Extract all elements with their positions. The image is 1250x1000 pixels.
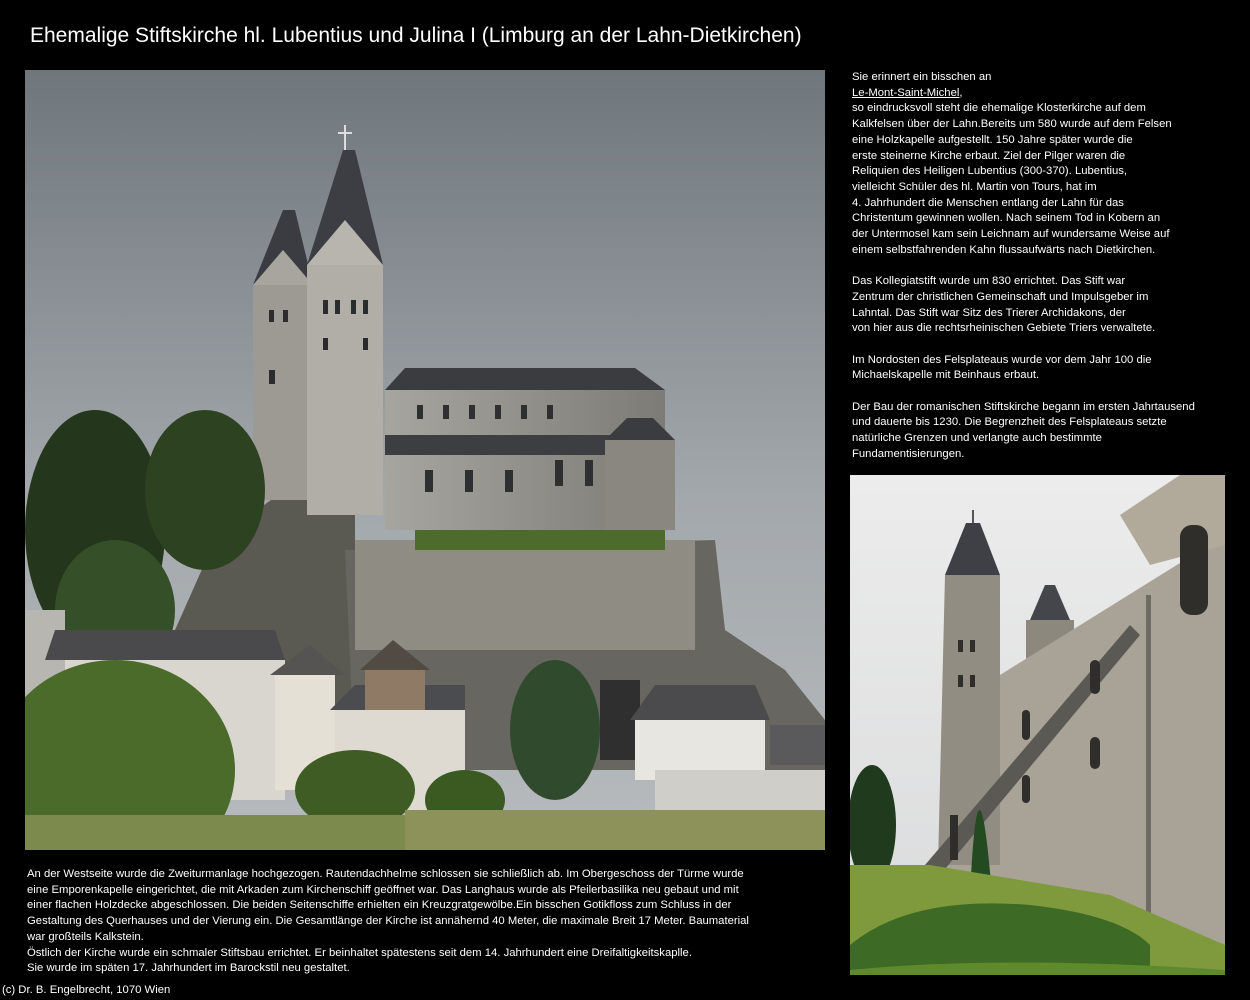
michaelskapelle-paragraph: Im Nordosten des Felsplateaus wurde vor dem Jahr 100 die Michaelskapelle mit Beinhaus erbaut. [852,353,1152,382]
page-title: Ehemalige Stiftskirche hl. Lubentius und Julina I (Limburg an der Lahn-Dietkirchen) [30,24,802,47]
romanesque-church-paragraph: Der Bau der romanischen Stiftskirche begann im ersten Jahrtausend und dauerte bis 1230. Die Begrenzheit des Felsplateaus setzte natürliche Grenzen und verlangte auch bestimmte Fundamentisierungen. [852,400,1195,460]
kollegiatstift-paragraph: Das Kollegiatstift wurde um 830 errichtet. Das Stift war Zentrum der christlichen Gemeinschaft und Impulsgeber im Lahntal. Das Stift war Sitz des Trierer Archidakons, der von hier aus die rechtsrheinischen Gebiete Triers verwaltete. [852,275,1156,335]
intro-text-before-link: Sie erinnert ein bisschen an [852,71,992,83]
mont-saint-michel-link[interactable]: Le-Mont-Saint-Michel, [852,86,963,99]
intro-text-after-link: so eindrucksvoll steht die ehemalige Klosterkirche auf dem Kalkfelsen über der Lahn.Bereits um 580 wurde auf dem Felsen eine Holzkapelle aufgestellt. 150 Jahre später wurde die erste steinerne Kirche erbaut. Ziel der Pilger waren die Reliquien des Heiligen Lubentius (300-370). Lubentius, vielleicht Schüler des hl. Martin von Tours, hat im 4. Jahrhundert die Menschen entlang der Lahn für das Christentum gewinnen wollen. Nach seinem Tod in Kobern an der Untermosel kam sein Leichnam auf wundersame Weise auf einem selbstfahrenden Kahn flussaufwärts nach Dietkirchen. [852,102,1172,256]
description-bottom: An der Westseite wurde die Zweiturmanlage hochgezogen. Rautendachhelme schlossen sie schließlich ab. Im Obergeschoss der Türme wurde eine Emporenkapelle eingerichtet, die mit Arkaden zum Kirchenschiff geöffnet war. Das Langhaus wurde als Pfeilerbasilika neu gebaut und mit einer flachen Holzdecke abgeschlossen. Die beiden Seitenschiffe erhielten ein Kreuzgratgewölbe.Ein bisschen Gotikfloss zum Schluss in der Gestaltung des Querhauses und der Vierung ein. Die Gesamtlänge der Kirche ist annähernd 40 Meter, die maximale Breit 17 Meter. Baumaterial war großteils Kalkstein. Östlich der Kirche wurde ein schmaler Stiftsbau errichtet. Er beinhaltet spätestens seit dem 14. Jahrhundert eine Dreifaltigkeitskaplle. Sie wurde im späten 17. Jahrhundert im Barockstil neu gestaltet. [27,868,749,975]
intro-paragraph [852,70,1232,258]
copyright-notice: (c) Dr. B. Engelbrecht, 1070 Wien [2,984,171,996]
church-photo-side [850,475,1225,975]
description-side [852,70,1232,478]
church-photo-main [25,70,825,850]
